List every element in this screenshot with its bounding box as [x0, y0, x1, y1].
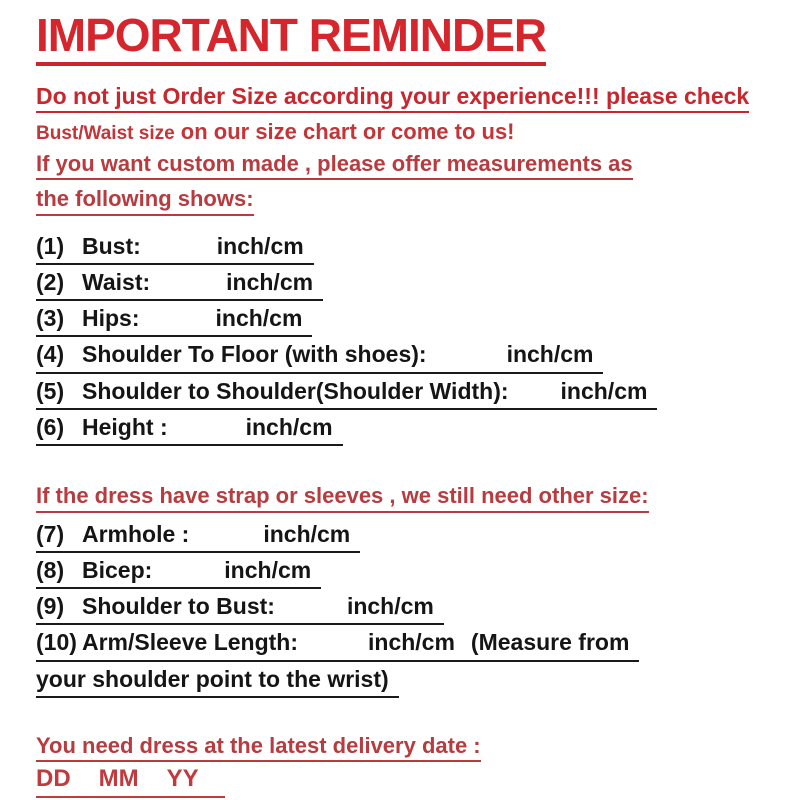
item-unit: inch/cm: [368, 629, 455, 656]
item-number: (7): [36, 520, 65, 547]
item-label: Bicep:: [82, 556, 153, 583]
delivery-date-fields-row: [36, 766, 800, 797]
strap-sleeves-heading: If the dress have strap or sleeves , we still need other size:: [36, 484, 649, 512]
item-unit: inch/cm: [215, 305, 303, 332]
item-number: (3): [36, 305, 65, 332]
item-number: (6): [36, 414, 65, 441]
size-chart-note-row: [36, 120, 800, 145]
item-number: (5): [36, 377, 65, 404]
item-number: (4): [36, 341, 65, 368]
item-number: (9): [36, 593, 65, 620]
item-label: Bust:: [82, 232, 141, 259]
date-field-dd: DD: [36, 765, 71, 793]
item-number: (1): [36, 232, 65, 259]
measurement-item-sleeve-length-continuation: [36, 667, 800, 698]
item-label: Hips:: [82, 305, 140, 332]
order-size-warning-row: [36, 84, 800, 113]
item-unit: inch/cm: [226, 268, 314, 295]
strap-sleeves-heading-row: [36, 484, 800, 512]
measurement-item-height: [36, 415, 800, 446]
item-number: (8): [36, 556, 65, 583]
size-chart-note-lead: Bust/Waist size: [36, 123, 175, 145]
item-unit: inch/cm: [245, 414, 333, 441]
item-label: Shoulder to Shoulder(Shoulder Width):: [82, 377, 509, 404]
custom-made-note-line2: the following shows:: [36, 187, 254, 215]
item-unit: inch/cm: [506, 341, 594, 368]
measurement-item-shoulder-width: [36, 379, 800, 410]
item-label: Arm/Sleeve Length:: [82, 629, 298, 656]
size-chart-note-rest: on our size chart or come to us!: [174, 119, 515, 145]
item-number: (10): [36, 629, 77, 656]
sleeve-length-continuation: your shoulder point to the wrist): [36, 667, 399, 698]
item-unit: inch/cm: [560, 377, 648, 404]
order-size-warning: Do not just Order Size according your experience!!! please check: [36, 84, 749, 113]
item-label: Armhole :: [82, 520, 190, 547]
item-label: Shoulder To Floor (with shoes):: [82, 341, 427, 368]
measurement-item-sleeve-length: [36, 630, 800, 661]
item-suffix: (Measure from: [470, 629, 630, 656]
item-unit: inch/cm: [224, 556, 312, 583]
measurement-item-waist: [36, 270, 800, 301]
item-number: (2): [36, 268, 65, 295]
item-label: Height :: [82, 414, 168, 441]
custom-made-note-row-1: [36, 152, 800, 180]
item-unit: inch/cm: [346, 593, 434, 620]
item-unit: inch/cm: [216, 232, 304, 259]
custom-made-note-row-2: [36, 187, 800, 215]
date-field-yy: YY: [166, 765, 199, 793]
measurement-item-bust: [36, 234, 800, 265]
custom-made-note-line1: If you want custom made , please offer measurements as: [36, 152, 633, 180]
page-title: IMPORTANT REMINDER: [36, 12, 546, 66]
page-title-row: [36, 9, 800, 66]
item-label: Waist:: [82, 268, 151, 295]
measurement-item-shoulder-to-floor: [36, 342, 800, 373]
measurement-item-bicep: [36, 558, 800, 589]
item-label: Shoulder to Bust:: [82, 593, 275, 620]
date-field-mm: MM: [98, 765, 139, 793]
item-unit: inch/cm: [263, 520, 351, 547]
delivery-date-heading-row: [36, 734, 800, 762]
measurement-item-armhole: [36, 522, 800, 553]
delivery-date-heading: You need dress at the latest delivery date :: [36, 734, 481, 762]
measurement-item-hips: [36, 306, 800, 337]
measurement-item-shoulder-to-bust: [36, 594, 800, 625]
